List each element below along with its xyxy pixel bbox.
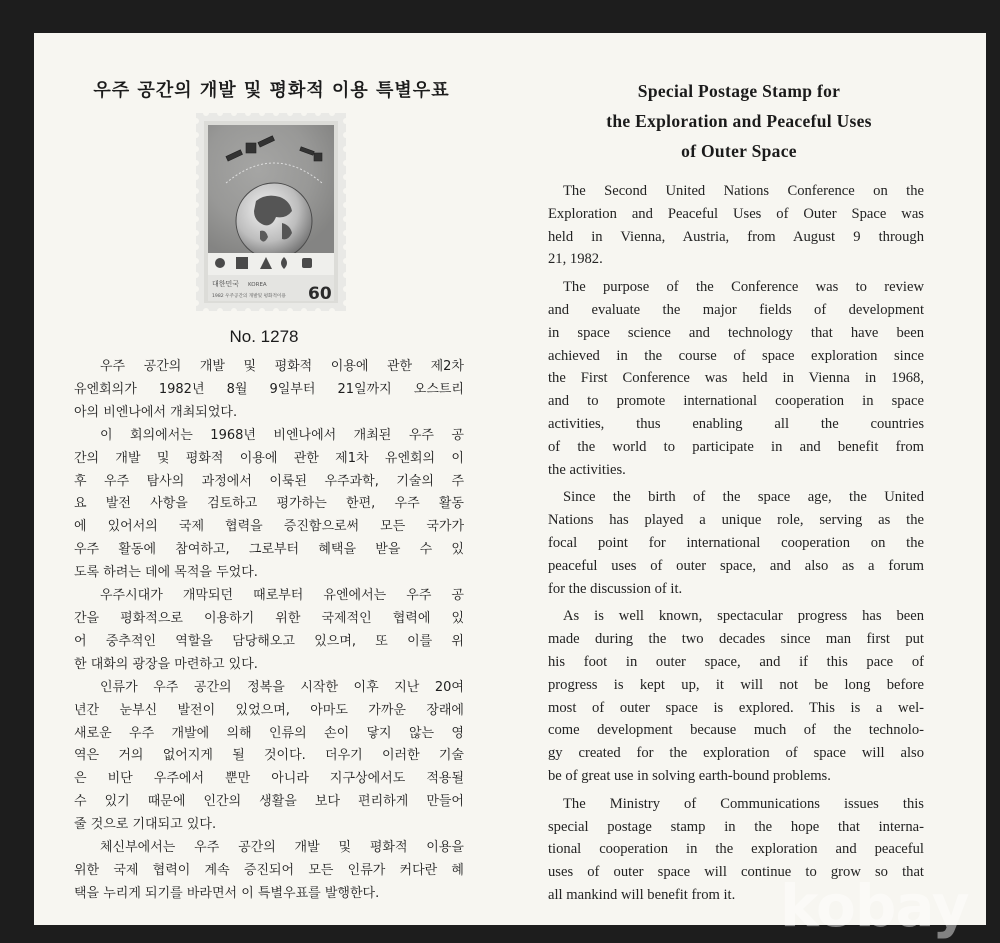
english-title-line: Special Postage Stamp for — [637, 81, 841, 101]
stamp-number: No. 1278 — [229, 327, 299, 346]
english-title — [554, 76, 924, 166]
english-text — [548, 180, 924, 907]
text-line: The purpose of the Conference was to review — [563, 279, 924, 296]
text-line: The Second United Nations Conference on the — [563, 183, 924, 199]
text-line: in space science and technology that have been — [548, 324, 924, 341]
text-line: peaceful uses of outer space, and also as a forum — [548, 557, 924, 574]
text-line: 우주 공간의 개발 및 평화적 이용에 관한 제2차 — [100, 359, 464, 374]
english-title-line: of Outer Space — [681, 141, 797, 161]
text-line: 21, 1982. — [548, 251, 603, 268]
text-line: 체신부에서는 우주 공간의 개발 및 평화적 이용을 — [100, 840, 464, 856]
text-line: of the world to participate in and benefit from — [548, 438, 924, 455]
text-line: tional cooperation in the exploration and peaceful — [548, 841, 924, 858]
text-line: As is well known, spectacular progress has been — [563, 608, 924, 625]
korean-text — [74, 356, 464, 906]
english-title-line: the Exploration and Peaceful Uses — [606, 111, 872, 131]
watermark: kobay — [780, 872, 969, 940]
text-line: 은 비단 우주에서 뿐만 아니라 지구상에서도 적용될 — [74, 771, 464, 787]
text-line: come development because much of the technolo- — [548, 722, 924, 739]
text-line: 수 있기 때문에 인간의 생활을 보다 편리하게 만들어 — [74, 794, 464, 810]
text-line: 도록 하려는 데에 목적을 두었다. — [74, 565, 258, 581]
text-line: 위한 국제 협력이 계속 증진되어 모든 인류가 커다란 혜 — [74, 862, 464, 878]
text-line: 우주 활동에 참여하고, 그로부터 혜택을 받을 수 있 — [74, 542, 464, 558]
text-line: and to promote international cooperation in space — [548, 393, 924, 410]
text-line: 에 있어서의 국제 협력을 증진함으로써 모든 국가가 — [74, 519, 464, 535]
text-line: 새로운 우주 개발에 의해 인류의 손이 닿지 않는 영 — [74, 725, 464, 741]
text-line: the First Conference was held in Vienna in 1968, — [548, 370, 924, 387]
text-line: 이 회의에서는 1968년 비엔나에서 개최된 우주 공 — [100, 427, 464, 443]
text-line: most of outer space is explored. This is a wel- — [548, 699, 924, 716]
text-line: Since the birth of the space age, the United — [563, 489, 924, 506]
text-line: focal point for international cooperation on the — [548, 534, 924, 551]
stamp-country: 대한민국 — [212, 280, 240, 288]
text-line: be of great use in solving earth-bound problems. — [548, 767, 831, 784]
text-line: and evaluate the major fields of development — [548, 301, 924, 318]
text-line: 택을 누리게 되기를 바라면서 이 특별우표를 발행한다. — [74, 885, 380, 901]
text-line: Nations has played a unique role, serving as the — [548, 512, 924, 529]
text-line: gy created for the exploration of space will also — [548, 745, 924, 762]
text-line: 어 중추적인 역할을 담당해오고 있으며, 또 이를 위 — [74, 633, 464, 649]
leaflet-sheet — [34, 33, 986, 925]
text-line: all mankind will benefit from it. — [548, 886, 736, 903]
text-line: progress is kept up, it will not be long before — [548, 676, 924, 693]
text-line: held in Vienna, Austria, from August 9 through — [548, 228, 924, 245]
text-line: 아의 비엔나에서 개최되었다. — [74, 404, 238, 420]
text-line: 간을 평화적으로 이용하기 위한 국제적인 협력에 있 — [74, 610, 464, 626]
text-line: The Ministry of Communications issues this — [563, 795, 924, 812]
text-line: uses of outer space will continue to grow so that — [548, 864, 924, 881]
text-line: 역은 거의 없어지게 될 것이다. 더우기 이러한 기술 — [74, 748, 464, 764]
text-line: 후 우주 탐사의 과정에서 이룩된 우주과학, 기술의 주 — [74, 473, 464, 489]
text-line: 우주시대가 개막되던 때로부터 유엔에서는 우주 공 — [100, 588, 464, 604]
stamp-image — [196, 113, 346, 311]
stamp-illustration — [196, 113, 346, 311]
text-line: made during the two decades since man first put — [548, 631, 924, 648]
text-line: for the discussion of it. — [548, 580, 683, 597]
text-line: Exploration and Peaceful Uses of Outer Space was — [548, 205, 924, 222]
text-line: 년간 눈부신 발전이 있었으며, 아마도 가까운 장래에 — [74, 702, 464, 718]
text-line: activities, thus enabling all the countries — [548, 415, 924, 432]
text-line: 요 발전 사항을 검토하고 평가하는 한편, 우주 활동 — [74, 496, 464, 512]
text-line: his foot in outer space, and if this pace of — [548, 653, 924, 670]
stamp-inscription: 1982 우주공간의 개발및 평화적이용 — [212, 294, 286, 299]
text-line: special postage stamp in the hope that interna- — [548, 818, 924, 835]
text-line: achieved in the course of space exploration since — [548, 347, 924, 364]
stamp-country-latin: KOREA — [248, 282, 267, 288]
text-line: 한 대화의 광장을 마련하고 있다. — [74, 656, 258, 672]
korean-title: 우주 공간의 개발 및 평화적 이용 특별우표 — [93, 80, 450, 101]
text-line: 간의 개발 및 평화적 이용에 관한 제1차 유엔회의 이 — [74, 450, 464, 466]
text-line: 유엔회의가 1982년 8월 9일부터 21일까지 오스트리 — [74, 381, 464, 397]
stamp-value: 60 — [308, 284, 332, 304]
text-line: the activities. — [548, 461, 626, 478]
text-line: 줄 것으로 기대되고 있다. — [74, 817, 217, 833]
text-line: 인류가 우주 공간의 정복을 시작한 이후 지난 20여 — [100, 679, 464, 695]
